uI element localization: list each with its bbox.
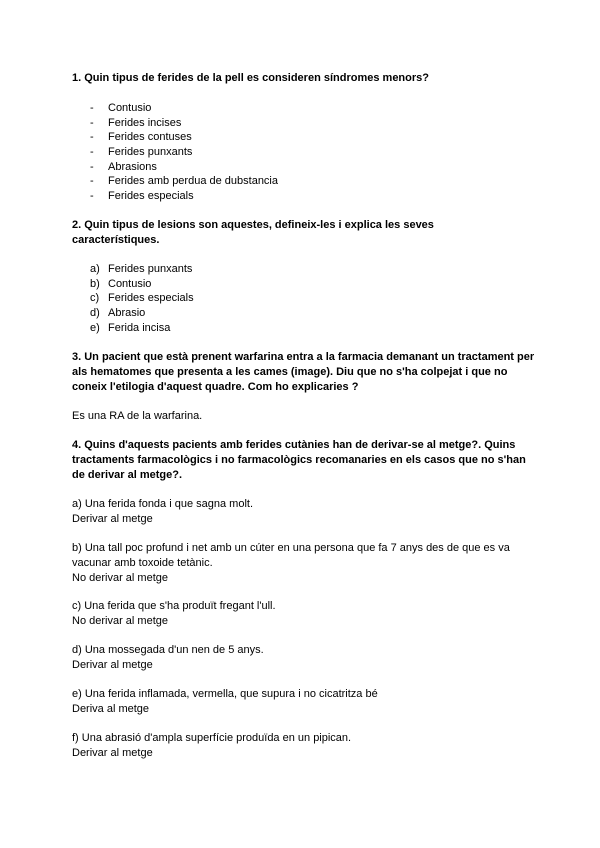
case-answer: No derivar al metge [72,572,168,584]
question-2-title: 2. Quin tipus de lesions son aquestes, defineix-les i explica les seves característiques. [72,219,434,246]
list-item: - Ferides especials [90,190,194,203]
question-3-answer: Es una RA de la warfarina. [72,410,203,422]
case-f [72,731,532,761]
case-a [72,497,532,527]
case-answer: Derivar al metge [72,513,153,525]
list-item: - Contusio [90,102,152,114]
case-text: e) Una ferida inflamada, vermella, que supura i no cicatritza bé [72,688,378,700]
question-2-list [72,262,194,335]
list-item: - Abrasions [90,160,157,173]
case-answer: No derivar al metge [72,615,168,627]
case-text: b) Una tall poc profund i net amb un cúter en una persona que fa 7 anys des de que es va vacunar amb toxoide tetànic. [72,542,510,569]
case-text: a) Una ferida fonda i que sagna molt. [72,498,254,510]
case-answer: Derivar al metge [72,659,153,671]
list-item: a) Ferides punxants [90,263,193,275]
question-1-title: 1. Quin tipus de ferides de la pell es consideren síndromes menors? [72,72,429,84]
list-item: b) Contusio [90,277,152,290]
question-4-title: 4. Quins d'aquests pacients amb ferides cutànies han de derivar-se al metge?. Quins tractaments farmacològics i no farmacològics recomanaries en els casos que no s'han de derivar al metge?. [72,439,526,481]
case-answer: Deriva al metge [72,703,150,715]
list-item: e) Ferida incisa [90,321,171,334]
case-text: f) Una abrasió d'ampla superfície produïda en un pipican. [72,732,352,744]
list-item: - Ferides contuses [90,131,192,144]
case-answer: Derivar al metge [72,747,153,759]
list-item: - Ferides amb perdua de dubstancia [90,175,278,188]
list-item: - Ferides incises [90,116,182,129]
list-item: d) Abrasio [90,307,146,320]
case-c [72,599,532,629]
question-1-list [72,101,278,204]
question-3-title: 3. Un pacient que està prenent warfarina entra a la farmacia demanant un tractament per als hematomes que presenta a les cames (image). Diu que no s'ha colpejat i que no coneix l'etilogia d'aquest quadre. Com ho explicaries ? [72,351,535,393]
case-e [72,687,532,717]
case-text: d) Una mossegada d'un nen de 5 anys. [72,644,264,656]
list-item: - Ferides punxants [90,146,193,159]
case-text: c) Una ferida que s'ha produït fregant l'ull. [72,600,276,612]
case-b [72,541,542,586]
list-item: c) Ferides especials [90,292,194,305]
case-d [72,643,532,673]
